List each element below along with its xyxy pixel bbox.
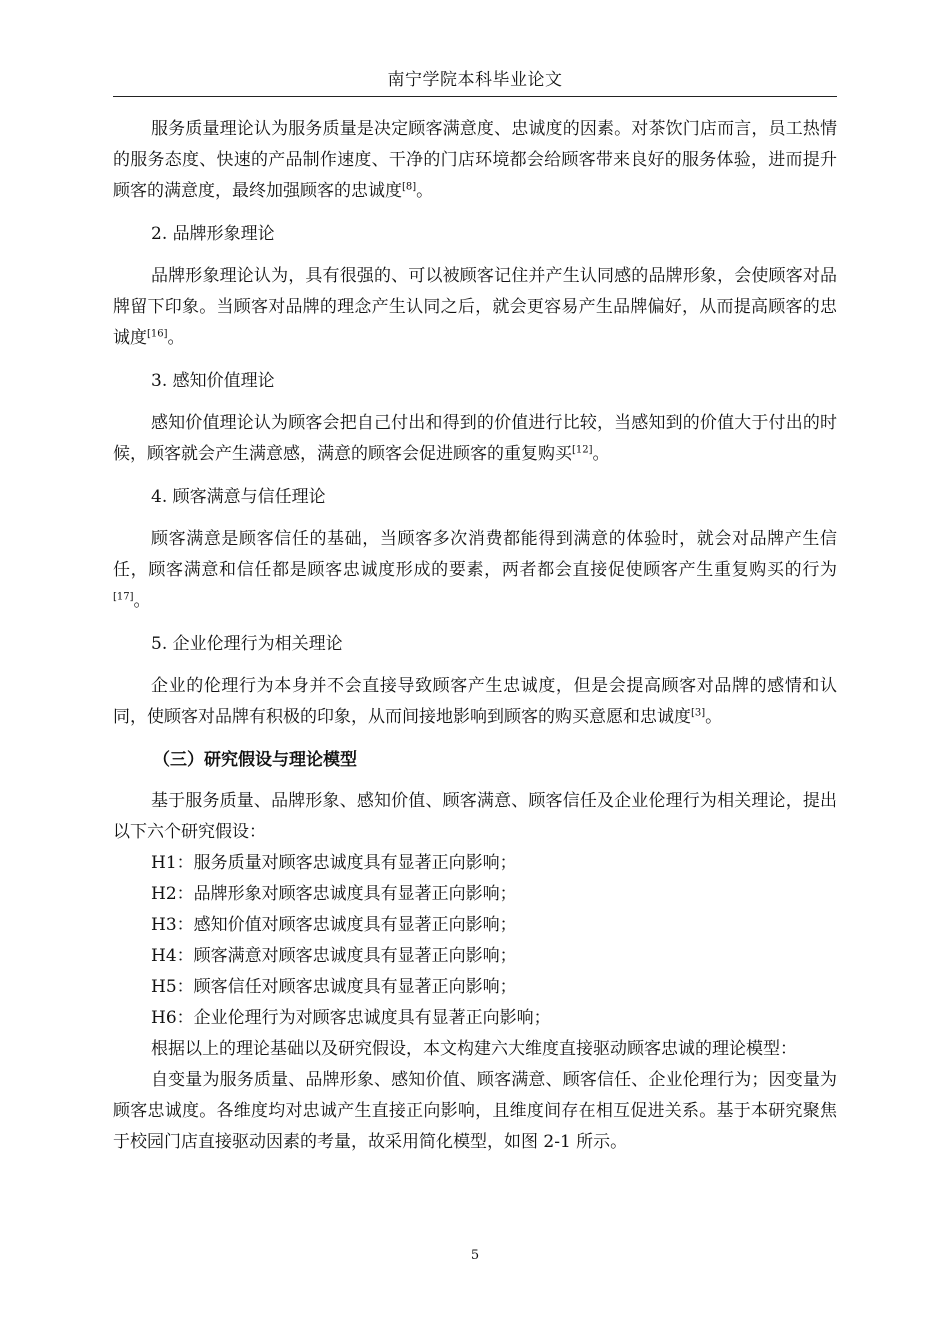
paragraph-model-intro: 根据以上的理论基础以及研究假设，本文构建六大维度直接驱动顾客忠诚的理论模型：: [151, 1039, 797, 1059]
citation: [3]: [691, 707, 706, 719]
citation: [8]: [402, 181, 417, 193]
subheading-ethics: 5. 企业伦理行为相关理论: [151, 634, 343, 654]
paragraph-ethics: 企业的伦理行为本身并不会直接导致顾客产生忠诚度，但是会提高顾客对品牌的感情和认同，使顾客对品牌有积极的印象，从而间接地影响到顾客的购买意愿和忠诚度[3]。: [113, 676, 837, 727]
subheading-satisfaction-trust: 4. 顾客满意与信任理论: [151, 487, 326, 507]
page-header: [113, 64, 837, 97]
subheading-perceived-value: 3. 感知价值理论: [151, 371, 275, 391]
citation: [16]: [147, 328, 168, 340]
page-body: [113, 114, 837, 1158]
hypothesis-h4: H4：顾客满意对顾客忠诚度具有显著正向影响；: [151, 946, 517, 966]
paragraph-service-quality: 服务质量理论认为服务质量是决定顾客满意度、忠诚度的因素。对茶饮门店而言，员工热情的服务态度、快速的产品制作速度、干净的门店环境都会给顾客带来良好的服务体验，进而提升顾客的满意度，最终加强顾客的忠诚度[8]。: [113, 119, 837, 201]
paragraph-hypotheses-intro: 基于服务质量、品牌形象、感知价值、顾客满意、顾客信任及企业伦理行为相关理论，提出以下六个研究假设：: [113, 791, 837, 842]
hypothesis-h5: H5：顾客信任对顾客忠诚度具有显著正向影响；: [151, 977, 517, 997]
paragraph-model-variables: 自变量为服务质量、品牌形象、感知价值、顾客满意、顾客信任、企业伦理行为；因变量为顾客忠诚度。各维度均对忠诚产生直接正向影响，且维度间存在相互促进关系。基于本研究聚焦于校园门店直接驱动因素的考量，故采用简化模型，如图 2-1 所示。: [113, 1070, 837, 1152]
paragraph-brand-image: 品牌形象理论认为，具有很强的、可以被顾客记住并产生认同感的品牌形象，会使顾客对品牌留下印象。当顾客对品牌的理念产生认同之后，就会更容易产生品牌偏好，从而提高顾客的忠诚度[16]。: [113, 266, 837, 348]
citation: [12]: [572, 444, 593, 456]
hypothesis-h6: H6：企业伦理行为对顾客忠诚度具有显著正向影响；: [151, 1008, 551, 1028]
page-number: 5: [470, 1248, 480, 1263]
header-title: 南宁学院本科毕业论文: [387, 70, 563, 90]
hypothesis-h3: H3：感知价值对顾客忠诚度具有显著正向影响；: [151, 915, 517, 935]
paragraph-perceived-value: 感知价值理论认为顾客会把自己付出和得到的价值进行比较，当感知到的价值大于付出的时候，顾客就会产生满意感，满意的顾客会促进顾客的重复购买[12]。: [113, 413, 837, 464]
hypothesis-h1: H1：服务质量对顾客忠诚度具有显著正向影响；: [151, 853, 517, 873]
subheading-brand-image: 2. 品牌形象理论: [151, 224, 275, 244]
paragraph-satisfaction-trust: 顾客满意是顾客信任的基础，当顾客多次消费都能得到满意的体验时，就会对品牌产生信任，顾客满意和信任都是顾客忠诚度形成的要素，两者都会直接促使顾客产生重复购买的行为[17]。: [113, 529, 837, 611]
hypothesis-h2: H2：品牌形象对顾客忠诚度具有显著正向影响；: [151, 884, 517, 904]
section-heading: （三）研究假设与理论模型: [153, 750, 357, 770]
citation: [17]: [113, 591, 134, 603]
